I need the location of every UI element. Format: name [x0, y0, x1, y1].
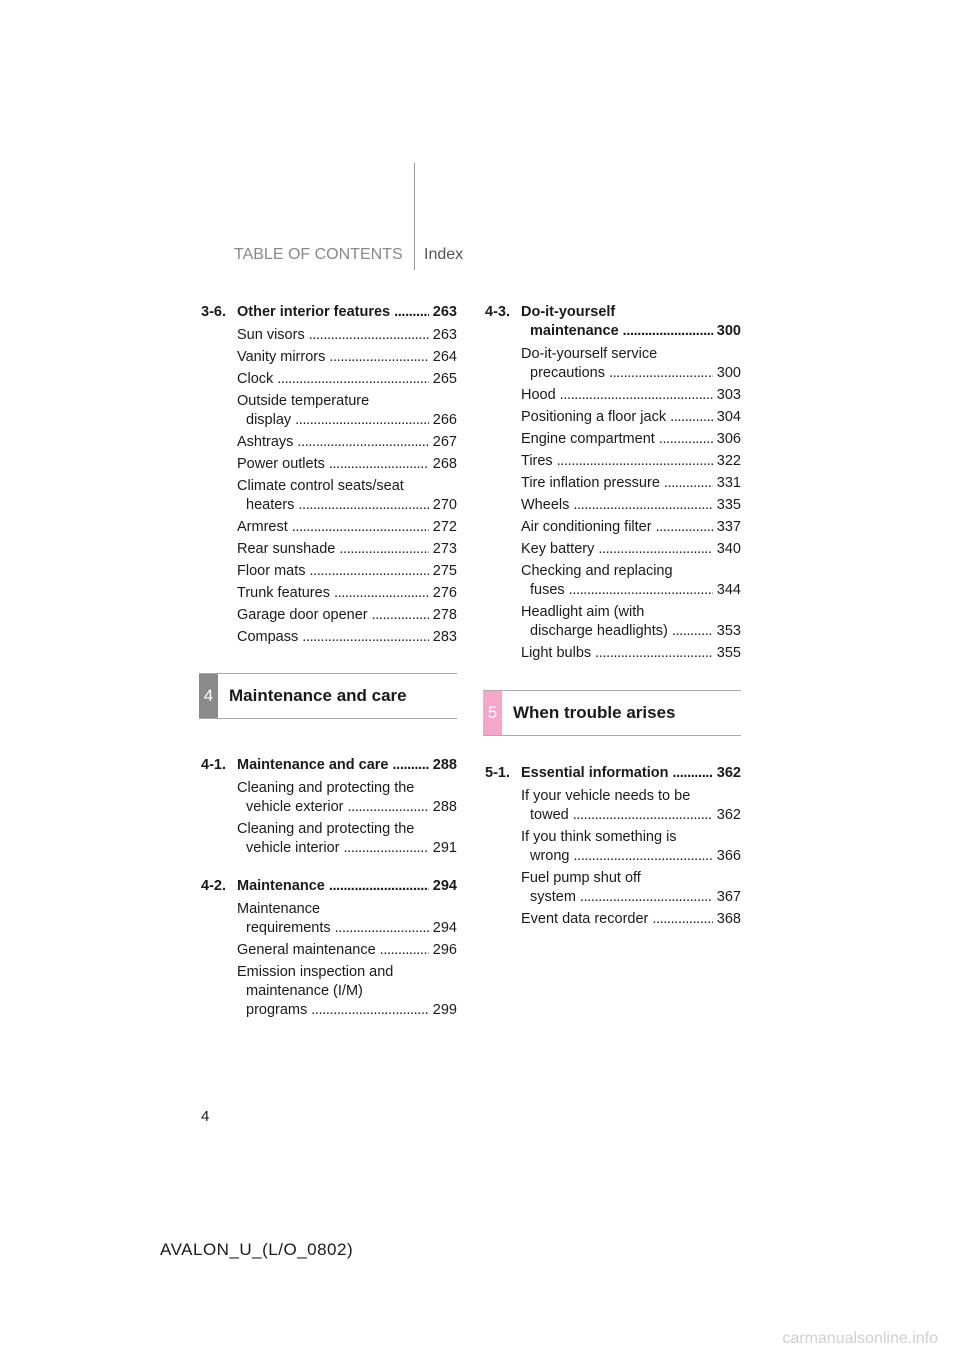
entry-title: Cleaning and protecting the: [237, 821, 415, 837]
chapter-title: Maintenance and care: [229, 686, 407, 705]
dot-leader: [297, 433, 428, 452]
entry-title: If your vehicle needs to be: [521, 788, 691, 804]
entry-title: Climate control seats/seat: [237, 478, 404, 494]
chapter-title: When trouble arises: [513, 703, 676, 722]
section-4-2-items: [201, 900, 457, 1020]
entry-page: 367: [716, 889, 741, 905]
entry-title: Clock: [237, 371, 274, 387]
chapter-number-tab: 5: [483, 691, 502, 735]
entry-page: 264: [432, 349, 457, 365]
entry-title: Armrest: [237, 519, 288, 535]
dot-leader: [569, 581, 713, 600]
section-page: 362: [716, 765, 741, 781]
entry-title: Light bulbs: [521, 645, 592, 661]
section-5-1-items: [485, 787, 741, 929]
entry-title: Maintenance: [237, 901, 321, 917]
entry-page: 362: [716, 807, 741, 823]
dot-leader: [573, 806, 713, 825]
toc-entry[interactable]: [521, 603, 741, 641]
entry-title: wrong: [530, 848, 570, 864]
section-page: 294: [432, 878, 457, 894]
entry-page: 322: [716, 453, 741, 469]
toc-entry[interactable]: [237, 370, 457, 389]
section-title: Essential information: [521, 765, 669, 781]
entry-page: 300: [716, 365, 741, 381]
entry-title: Emission inspection and: [237, 964, 394, 980]
entry-title: towed: [530, 807, 569, 823]
toc-entry[interactable]: [521, 562, 741, 600]
entry-title: requirements: [246, 920, 331, 936]
section-4-2-heading[interactable]: [201, 877, 457, 896]
entry-title: Cleaning and protecting the: [237, 780, 415, 796]
entry-page: 306: [716, 431, 741, 447]
entry-page: 268: [432, 456, 457, 472]
section-number: 4-1.: [201, 757, 226, 773]
entry-page: 331: [716, 475, 741, 491]
toc-entry[interactable]: [237, 518, 457, 537]
section-4-1-heading[interactable]: [201, 756, 457, 775]
table-of-contents-link[interactable]: TABLE OF CONTENTS: [234, 246, 403, 263]
section-title-line: maintenance: [530, 323, 619, 339]
dot-leader: [560, 386, 713, 405]
dot-leader: [339, 540, 428, 559]
entry-title: Wheels: [521, 497, 570, 513]
toc-entry[interactable]: [521, 869, 741, 907]
dot-leader: [311, 1001, 429, 1020]
chapter-number-tab: 4: [199, 674, 218, 718]
toc-entry[interactable]: [521, 430, 741, 449]
dot-leader: [298, 496, 428, 515]
entry-page: 353: [716, 623, 741, 639]
entry-page: 266: [432, 412, 457, 428]
entry-title: Floor mats: [237, 563, 306, 579]
dot-leader: [344, 839, 429, 858]
entry-page: 366: [716, 848, 741, 864]
toc-entry[interactable]: [237, 820, 457, 858]
entry-page: 299: [432, 1002, 457, 1018]
dot-leader: [335, 919, 429, 938]
entry-page: 270: [432, 497, 457, 513]
section-number: 3-6.: [201, 304, 226, 320]
section-5-1-heading[interactable]: [485, 764, 741, 783]
toc-entry[interactable]: [237, 628, 457, 647]
entry-page: 263: [432, 327, 457, 343]
document-code: AVALON_U_(L/O_0802): [160, 1240, 354, 1259]
section-3-6-heading[interactable]: [201, 303, 457, 322]
entry-page: 288: [432, 799, 457, 815]
dot-leader: [574, 847, 713, 866]
entry-page: 344: [716, 582, 741, 598]
entry-page: 303: [716, 387, 741, 403]
section-number: 4-2.: [201, 878, 226, 894]
section-page: 288: [432, 757, 457, 773]
section-page: 300: [716, 323, 741, 339]
dot-leader: [277, 370, 429, 389]
entry-page: 278: [432, 607, 457, 623]
dot-leader: [295, 411, 429, 430]
dot-leader: [557, 452, 713, 471]
toc-entry[interactable]: [521, 910, 741, 929]
entry-title: Outside temperature: [237, 393, 370, 409]
entry-title: Garage door opener: [237, 607, 368, 623]
chapter-4-banner: [199, 673, 457, 719]
entry-title: Engine compartment: [521, 431, 655, 447]
toc-entry[interactable]: [521, 787, 741, 825]
toc-entry[interactable]: [237, 392, 457, 430]
dot-leader: [609, 364, 713, 383]
dot-leader: [309, 326, 429, 345]
entry-page: 294: [432, 920, 457, 936]
dot-leader: [598, 540, 712, 559]
entry-page: 340: [716, 541, 741, 557]
page-number: 4: [201, 1108, 210, 1125]
entry-page: 272: [432, 519, 457, 535]
toc-entry[interactable]: [237, 900, 457, 938]
section-3-6-items: [201, 326, 457, 647]
entry-title: display: [246, 412, 292, 428]
dot-leader: [652, 910, 712, 929]
entry-title: Ashtrays: [237, 434, 294, 450]
section-number: 4-3.: [485, 304, 510, 320]
toc-left-column: [201, 303, 457, 1023]
entry-page: 275: [432, 563, 457, 579]
entry-title: If you think something is: [521, 829, 677, 845]
toc-entry[interactable]: [237, 455, 457, 474]
entry-title: Hood: [521, 387, 556, 403]
toc-entry[interactable]: [521, 540, 741, 559]
entry-title: vehicle interior: [246, 840, 340, 856]
toc-entry[interactable]: [521, 496, 741, 515]
entry-title: Headlight aim (with: [521, 604, 645, 620]
entry-title: Rear sunshade: [237, 541, 336, 557]
entry-title: Air conditioning filter: [521, 519, 652, 535]
toc-right-column: [485, 303, 741, 932]
dot-leader: [573, 496, 712, 515]
toc-entry[interactable]: [237, 562, 457, 581]
toc-entry[interactable]: [521, 828, 741, 866]
entry-title: Sun visors: [237, 327, 305, 343]
entry-page: 273: [432, 541, 457, 557]
dot-leader: [348, 798, 429, 817]
dot-leader: [310, 562, 429, 581]
entry-title: Trunk features: [237, 585, 330, 601]
toc-entry[interactable]: [237, 941, 457, 960]
toc-entry[interactable]: [237, 348, 457, 367]
entry-title: Vanity mirrors: [237, 349, 326, 365]
entry-title: Checking and replacing: [521, 563, 673, 579]
entry-title: General maintenance: [237, 942, 376, 958]
entry-title: precautions: [530, 365, 605, 381]
section-4-3-items: [485, 345, 741, 663]
entry-page: 291: [432, 840, 457, 856]
dot-leader: [334, 584, 429, 603]
toc-entry[interactable]: [237, 584, 457, 603]
dot-leader: [595, 644, 713, 663]
entry-title: Tires: [521, 453, 553, 469]
dot-leader: [302, 628, 429, 647]
toc-entry[interactable]: [237, 433, 457, 452]
toc-entry[interactable]: [521, 474, 741, 493]
entry-page: 304: [716, 409, 741, 425]
dot-leader: [380, 941, 429, 960]
toc-entry[interactable]: [521, 386, 741, 405]
dot-leader: [329, 455, 429, 474]
section-page: 263: [432, 304, 457, 320]
toc-entry[interactable]: [237, 606, 457, 625]
toc-entry[interactable]: [237, 963, 457, 1020]
entry-title: maintenance (I/M): [246, 983, 363, 999]
toc-entry[interactable]: [521, 345, 741, 383]
dot-leader: [672, 622, 713, 641]
toc-entry[interactable]: [521, 518, 741, 537]
entry-page: 265: [432, 371, 457, 387]
entry-title: Do-it-yourself service: [521, 346, 658, 362]
toc-entry[interactable]: [237, 477, 457, 515]
entry-title: system: [530, 889, 576, 905]
entry-page: 296: [432, 942, 457, 958]
toc-entry[interactable]: [237, 779, 457, 817]
section-title-line: Do-it-yourself: [521, 304, 616, 320]
entry-page: 276: [432, 585, 457, 601]
section-4-1-items: [201, 779, 457, 858]
dot-leader: [372, 606, 429, 625]
chapter-5-banner: [483, 690, 741, 736]
toc-entry[interactable]: [237, 326, 457, 345]
entry-page: 337: [716, 519, 741, 535]
dot-leader: [292, 518, 429, 537]
entry-page: 368: [716, 911, 741, 927]
entry-page: 355: [716, 645, 741, 661]
entry-title: Positioning a floor jack: [521, 409, 667, 425]
entry-title: Fuel pump shut off: [521, 870, 641, 886]
section-title: Maintenance: [237, 878, 325, 894]
entry-title: fuses: [530, 582, 565, 598]
entry-title: Key battery: [521, 541, 595, 557]
entry-title: Tire inflation pressure: [521, 475, 660, 491]
entry-title: Compass: [237, 629, 299, 645]
dot-leader: [656, 518, 713, 537]
entry-page: 283: [432, 629, 457, 645]
dot-leader: [659, 430, 713, 449]
dot-leader: [670, 408, 713, 427]
entry-title: Event data recorder: [521, 911, 649, 927]
entry-title: discharge headlights): [530, 623, 668, 639]
entry-page: 267: [432, 434, 457, 450]
section-number: 5-1.: [485, 765, 510, 781]
entry-page: 335: [716, 497, 741, 513]
dot-leader: [580, 888, 713, 907]
entry-title: programs: [246, 1002, 308, 1018]
section-4-3-heading[interactable]: [485, 303, 741, 341]
section-title: Other interior features: [237, 304, 391, 320]
index-link[interactable]: Index: [424, 246, 464, 263]
entry-title: Power outlets: [237, 456, 325, 472]
dot-leader: [664, 474, 713, 493]
toc-entry[interactable]: [521, 644, 741, 663]
dot-leader: [329, 348, 428, 367]
watermark-logo-text: carmanualsonline.info: [782, 1330, 938, 1347]
section-title: Maintenance and care: [237, 757, 389, 773]
nav-divider: [414, 163, 415, 270]
toc-entry[interactable]: [237, 540, 457, 559]
entry-title: vehicle exterior: [246, 799, 344, 815]
toc-entry[interactable]: [521, 408, 741, 427]
entry-title: heaters: [246, 497, 295, 513]
toc-entry[interactable]: [521, 452, 741, 471]
